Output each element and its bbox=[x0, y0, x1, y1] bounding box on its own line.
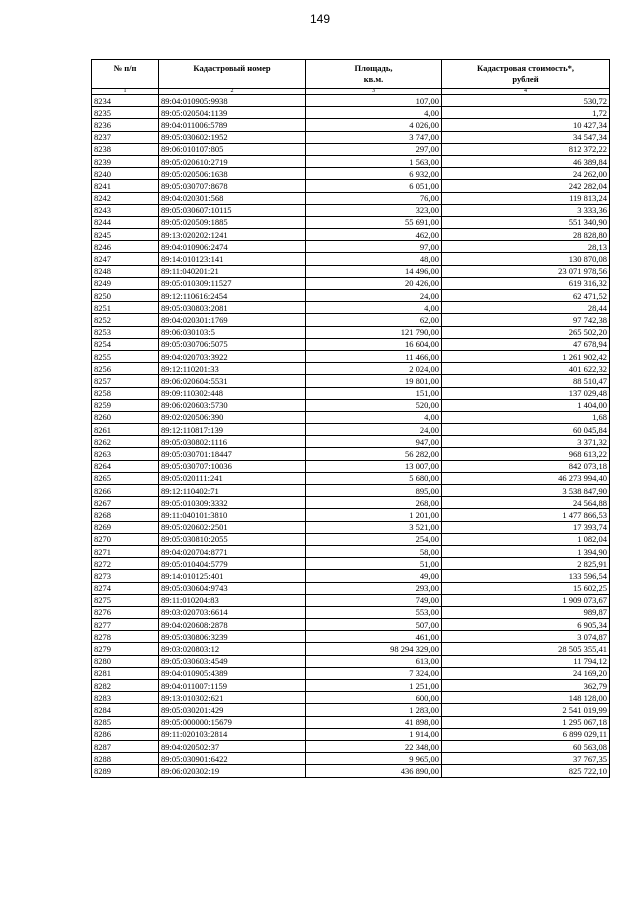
header-cost-line1: Кадастровая стоимость*, bbox=[477, 63, 574, 73]
row-number: 8238 bbox=[92, 143, 159, 155]
row-number: 8239 bbox=[92, 155, 159, 167]
area-value: 461,00 bbox=[306, 631, 442, 643]
cadastral-cost: 137 029,48 bbox=[442, 387, 610, 399]
row-number: 8285 bbox=[92, 716, 159, 728]
row-number: 8264 bbox=[92, 460, 159, 472]
area-value: 51,00 bbox=[306, 558, 442, 570]
row-number: 8255 bbox=[92, 350, 159, 362]
area-value: 76,00 bbox=[306, 192, 442, 204]
cadastral-number: 89:05:030707:10036 bbox=[159, 460, 306, 472]
cadastral-cost: 10 427,34 bbox=[442, 119, 610, 131]
cadastral-number: 89:05:030806:3239 bbox=[159, 631, 306, 643]
cadastral-number: 89:06:020604:5531 bbox=[159, 375, 306, 387]
table-row bbox=[92, 253, 610, 265]
header-area-line1: Площадь, bbox=[354, 63, 393, 73]
table-row bbox=[92, 265, 610, 277]
cadastral-number: 89:04:020502:37 bbox=[159, 740, 306, 752]
cadastral-cost: 2 825,91 bbox=[442, 558, 610, 570]
header-row bbox=[92, 60, 610, 89]
cadastral-cost: 1,72 bbox=[442, 107, 610, 119]
cadastral-cost: 3 538 847,90 bbox=[442, 485, 610, 497]
area-value: 58,00 bbox=[306, 545, 442, 557]
cadastral-cost: 37 767,35 bbox=[442, 753, 610, 765]
row-number: 8262 bbox=[92, 436, 159, 448]
cadastral-number: 89:05:030607:10115 bbox=[159, 204, 306, 216]
row-number: 8283 bbox=[92, 692, 159, 704]
cadastral-table bbox=[91, 59, 610, 778]
cadastral-cost: 28,44 bbox=[442, 302, 610, 314]
cadastral-cost: 2 541 019,99 bbox=[442, 704, 610, 716]
area-value: 49,00 bbox=[306, 570, 442, 582]
cadastral-cost: 17 393,74 bbox=[442, 521, 610, 533]
table-row bbox=[92, 229, 610, 241]
cadastral-number: 89:13:020202:1241 bbox=[159, 229, 306, 241]
table-row bbox=[92, 655, 610, 667]
cadastral-number: 89:04:010906:2474 bbox=[159, 241, 306, 253]
area-value: 520,00 bbox=[306, 399, 442, 411]
area-value: 4,00 bbox=[306, 302, 442, 314]
cadastral-number: 89:05:030201:429 bbox=[159, 704, 306, 716]
cadastral-cost: 133 596,54 bbox=[442, 570, 610, 582]
row-number: 8244 bbox=[92, 216, 159, 228]
area-value: 895,00 bbox=[306, 485, 442, 497]
table-row bbox=[92, 216, 610, 228]
cadastral-number: 89:05:030707:8678 bbox=[159, 180, 306, 192]
cadastral-cost: 130 870,08 bbox=[442, 253, 610, 265]
cadastral-cost: 242 282,04 bbox=[442, 180, 610, 192]
row-number: 8282 bbox=[92, 680, 159, 692]
cadastral-cost: 401 622,32 bbox=[442, 363, 610, 375]
table-row bbox=[92, 411, 610, 423]
cadastral-number: 89:04:020703:3922 bbox=[159, 350, 306, 362]
row-number: 8235 bbox=[92, 107, 159, 119]
cadastral-cost: 24 169,20 bbox=[442, 667, 610, 679]
table-row bbox=[92, 168, 610, 180]
area-value: 507,00 bbox=[306, 619, 442, 631]
cadastral-number: 89:05:030810:2055 bbox=[159, 533, 306, 545]
row-number: 8249 bbox=[92, 277, 159, 289]
cadastral-cost: 3 074,87 bbox=[442, 631, 610, 643]
row-number: 8269 bbox=[92, 521, 159, 533]
cadastral-number: 89:11:040201:21 bbox=[159, 265, 306, 277]
cadastral-cost: 6 899 029,11 bbox=[442, 728, 610, 740]
cadastral-number: 89:11:020103:2814 bbox=[159, 728, 306, 740]
area-value: 98 294 329,00 bbox=[306, 643, 442, 655]
table-row bbox=[92, 765, 610, 777]
area-value: 436 890,00 bbox=[306, 765, 442, 777]
row-number: 8241 bbox=[92, 180, 159, 192]
row-number: 8256 bbox=[92, 363, 159, 375]
table-row bbox=[92, 716, 610, 728]
area-value: 323,00 bbox=[306, 204, 442, 216]
cadastral-cost: 15 602,25 bbox=[442, 582, 610, 594]
row-number: 8237 bbox=[92, 131, 159, 143]
table-row bbox=[92, 387, 610, 399]
row-number: 8260 bbox=[92, 411, 159, 423]
cadastral-number: 89:05:030901:6422 bbox=[159, 753, 306, 765]
table-row bbox=[92, 728, 610, 740]
column-number: 1 bbox=[92, 89, 159, 95]
area-value: 97,00 bbox=[306, 241, 442, 253]
table-row bbox=[92, 521, 610, 533]
table-row bbox=[92, 95, 610, 107]
header-number-label: № п/п bbox=[113, 63, 137, 73]
cadastral-number: 89:04:011007:1159 bbox=[159, 680, 306, 692]
area-value: 48,00 bbox=[306, 253, 442, 265]
row-number: 8248 bbox=[92, 265, 159, 277]
cadastral-number: 89:06:010107:805 bbox=[159, 143, 306, 155]
cadastral-cost: 62 471,52 bbox=[442, 290, 610, 302]
area-value: 254,00 bbox=[306, 533, 442, 545]
table-row bbox=[92, 424, 610, 436]
area-value: 1 563,00 bbox=[306, 155, 442, 167]
cadastral-cost: 60 563,08 bbox=[442, 740, 610, 752]
table-row bbox=[92, 326, 610, 338]
cadastral-cost: 842 073,18 bbox=[442, 460, 610, 472]
area-value: 4 026,00 bbox=[306, 119, 442, 131]
row-number: 8259 bbox=[92, 399, 159, 411]
cadastral-number: 89:12:110201:33 bbox=[159, 363, 306, 375]
cadastral-number: 89:05:020111:241 bbox=[159, 472, 306, 484]
cadastral-number: 89:05:020509:1885 bbox=[159, 216, 306, 228]
row-number: 8254 bbox=[92, 338, 159, 350]
area-value: 4,00 bbox=[306, 107, 442, 119]
cadastral-number: 89:04:020301:1769 bbox=[159, 314, 306, 326]
table-row bbox=[92, 290, 610, 302]
row-number: 8261 bbox=[92, 424, 159, 436]
table-row bbox=[92, 497, 610, 509]
area-value: 20 426,00 bbox=[306, 277, 442, 289]
row-number: 8270 bbox=[92, 533, 159, 545]
page-number: 149 bbox=[309, 12, 331, 26]
area-value: 121 790,00 bbox=[306, 326, 442, 338]
table-body bbox=[92, 95, 610, 778]
cadastral-cost: 47 678,94 bbox=[442, 338, 610, 350]
cadastral-number: 89:09:110302:448 bbox=[159, 387, 306, 399]
table-row bbox=[92, 631, 610, 643]
table-row bbox=[92, 460, 610, 472]
header-area-line2: кв.м. bbox=[363, 74, 384, 84]
row-number: 8278 bbox=[92, 631, 159, 643]
table-row bbox=[92, 143, 610, 155]
area-value: 16 604,00 bbox=[306, 338, 442, 350]
cadastral-number: 89:05:010309:11527 bbox=[159, 277, 306, 289]
table-row bbox=[92, 155, 610, 167]
cadastral-number: 89:12:110817:139 bbox=[159, 424, 306, 436]
area-value: 462,00 bbox=[306, 229, 442, 241]
cadastral-cost: 46 273 994,40 bbox=[442, 472, 610, 484]
row-number: 8253 bbox=[92, 326, 159, 338]
cadastral-number: 89:05:020602:2501 bbox=[159, 521, 306, 533]
table-header bbox=[92, 60, 610, 95]
cadastral-number: 89:12:110616:2454 bbox=[159, 290, 306, 302]
cadastral-number: 89:14:010125:401 bbox=[159, 570, 306, 582]
area-value: 3 747,00 bbox=[306, 131, 442, 143]
row-number: 8251 bbox=[92, 302, 159, 314]
cadastral-cost: 265 502,20 bbox=[442, 326, 610, 338]
cadastral-number: 89:05:030701:18447 bbox=[159, 448, 306, 460]
cadastral-number: 89:05:020504:1139 bbox=[159, 107, 306, 119]
row-number: 8268 bbox=[92, 509, 159, 521]
cadastral-cost: 1,68 bbox=[442, 411, 610, 423]
table-row bbox=[92, 302, 610, 314]
cadastral-number: 89:05:010309:3332 bbox=[159, 497, 306, 509]
table-row bbox=[92, 582, 610, 594]
row-number: 8287 bbox=[92, 740, 159, 752]
row-number: 8288 bbox=[92, 753, 159, 765]
area-value: 4,00 bbox=[306, 411, 442, 423]
area-value: 6 051,00 bbox=[306, 180, 442, 192]
cadastral-number: 89:05:030604:9743 bbox=[159, 582, 306, 594]
table-row bbox=[92, 277, 610, 289]
column-number: 3 bbox=[306, 89, 442, 95]
cadastral-cost: 24 262,00 bbox=[442, 168, 610, 180]
table-row bbox=[92, 558, 610, 570]
row-number: 8243 bbox=[92, 204, 159, 216]
row-number: 8246 bbox=[92, 241, 159, 253]
table-row bbox=[92, 314, 610, 326]
cadastral-number: 89:14:010123:141 bbox=[159, 253, 306, 265]
table-row bbox=[92, 375, 610, 387]
row-number: 8258 bbox=[92, 387, 159, 399]
cadastral-cost: 825 722,10 bbox=[442, 765, 610, 777]
cadastral-cost: 1 404,00 bbox=[442, 399, 610, 411]
table-row bbox=[92, 606, 610, 618]
table-row bbox=[92, 740, 610, 752]
table-row bbox=[92, 241, 610, 253]
cadastral-cost: 97 742,38 bbox=[442, 314, 610, 326]
row-number: 8273 bbox=[92, 570, 159, 582]
cadastral-cost: 28 828,80 bbox=[442, 229, 610, 241]
cadastral-number: 89:04:020608:2878 bbox=[159, 619, 306, 631]
area-value: 14 496,00 bbox=[306, 265, 442, 277]
row-number: 8257 bbox=[92, 375, 159, 387]
area-value: 24,00 bbox=[306, 424, 442, 436]
cadastral-number: 89:03:020803:12 bbox=[159, 643, 306, 655]
header-number bbox=[92, 60, 159, 89]
table-row bbox=[92, 619, 610, 631]
table-row bbox=[92, 485, 610, 497]
column-number: 2 bbox=[159, 89, 306, 95]
area-value: 2 024,00 bbox=[306, 363, 442, 375]
cadastral-cost: 968 613,22 bbox=[442, 448, 610, 460]
area-value: 268,00 bbox=[306, 497, 442, 509]
row-number: 8277 bbox=[92, 619, 159, 631]
table-row bbox=[92, 338, 610, 350]
cadastral-cost: 60 045,84 bbox=[442, 424, 610, 436]
row-number: 8252 bbox=[92, 314, 159, 326]
row-number: 8242 bbox=[92, 192, 159, 204]
cadastral-cost: 46 389,84 bbox=[442, 155, 610, 167]
area-value: 5 680,00 bbox=[306, 472, 442, 484]
row-number: 8272 bbox=[92, 558, 159, 570]
row-number: 8265 bbox=[92, 472, 159, 484]
area-value: 7 324,00 bbox=[306, 667, 442, 679]
area-value: 1 914,00 bbox=[306, 728, 442, 740]
row-number: 8240 bbox=[92, 168, 159, 180]
cadastral-number: 89:02:020506:390 bbox=[159, 411, 306, 423]
cadastral-number: 89:05:000000:15679 bbox=[159, 716, 306, 728]
area-value: 6 932,00 bbox=[306, 168, 442, 180]
area-value: 11 466,00 bbox=[306, 350, 442, 362]
cadastral-cost: 3 333,36 bbox=[442, 204, 610, 216]
row-number: 8234 bbox=[92, 95, 159, 107]
area-value: 22 348,00 bbox=[306, 740, 442, 752]
cadastral-cost: 24 564,88 bbox=[442, 497, 610, 509]
header-cost-line2: рублей bbox=[512, 74, 539, 84]
cadastral-cost: 619 316,32 bbox=[442, 277, 610, 289]
cadastral-number: 89:06:020603:5730 bbox=[159, 399, 306, 411]
cadastral-number: 89:05:020610:2719 bbox=[159, 155, 306, 167]
cadastral-cost: 551 340,90 bbox=[442, 216, 610, 228]
header-area bbox=[306, 60, 442, 89]
cadastral-number: 89:11:010204:83 bbox=[159, 594, 306, 606]
cadastral-number: 89:06:020302:19 bbox=[159, 765, 306, 777]
table-row bbox=[92, 399, 610, 411]
cadastral-number: 89:11:040101:3810 bbox=[159, 509, 306, 521]
area-value: 1 251,00 bbox=[306, 680, 442, 692]
cadastral-cost: 1 261 902,42 bbox=[442, 350, 610, 362]
cadastral-number: 89:03:020703:6614 bbox=[159, 606, 306, 618]
area-value: 947,00 bbox=[306, 436, 442, 448]
area-value: 151,00 bbox=[306, 387, 442, 399]
row-number: 8266 bbox=[92, 485, 159, 497]
cadastral-cost: 34 547,34 bbox=[442, 131, 610, 143]
cadastral-number: 89:05:030706:5075 bbox=[159, 338, 306, 350]
area-value: 600,00 bbox=[306, 692, 442, 704]
table-row bbox=[92, 107, 610, 119]
row-number: 8236 bbox=[92, 119, 159, 131]
row-number: 8245 bbox=[92, 229, 159, 241]
area-value: 41 898,00 bbox=[306, 716, 442, 728]
table-row bbox=[92, 667, 610, 679]
row-number: 8279 bbox=[92, 643, 159, 655]
area-value: 55 691,00 bbox=[306, 216, 442, 228]
row-number: 8274 bbox=[92, 582, 159, 594]
column-number: 4 bbox=[442, 89, 610, 95]
table-row bbox=[92, 643, 610, 655]
table-row bbox=[92, 192, 610, 204]
cadastral-cost: 1 295 067,18 bbox=[442, 716, 610, 728]
header-cadastral-number bbox=[159, 60, 306, 89]
cadastral-number: 89:05:030803:2081 bbox=[159, 302, 306, 314]
table-row bbox=[92, 594, 610, 606]
area-value: 1 201,00 bbox=[306, 509, 442, 521]
area-value: 13 007,00 bbox=[306, 460, 442, 472]
table-row bbox=[92, 436, 610, 448]
table-row bbox=[92, 753, 610, 765]
cadastral-number: 89:04:020301:568 bbox=[159, 192, 306, 204]
row-number: 8284 bbox=[92, 704, 159, 716]
cadastral-cost: 11 794,12 bbox=[442, 655, 610, 667]
table-row bbox=[92, 131, 610, 143]
cadastral-cost: 6 905,34 bbox=[442, 619, 610, 631]
cadastral-cost: 1 082,04 bbox=[442, 533, 610, 545]
header-cadastral-label: Кадастровый номер bbox=[193, 63, 271, 73]
row-number: 8250 bbox=[92, 290, 159, 302]
table-row bbox=[92, 533, 610, 545]
cadastral-cost: 28 505 355,41 bbox=[442, 643, 610, 655]
row-number: 8267 bbox=[92, 497, 159, 509]
row-number: 8281 bbox=[92, 667, 159, 679]
cadastral-number: 89:04:010905:4389 bbox=[159, 667, 306, 679]
area-value: 24,00 bbox=[306, 290, 442, 302]
area-value: 107,00 bbox=[306, 95, 442, 107]
row-number: 8275 bbox=[92, 594, 159, 606]
table-row bbox=[92, 570, 610, 582]
cadastral-cost: 3 371,32 bbox=[442, 436, 610, 448]
area-value: 749,00 bbox=[306, 594, 442, 606]
table-row bbox=[92, 692, 610, 704]
cadastral-number: 89:04:010905:9938 bbox=[159, 95, 306, 107]
table-row bbox=[92, 472, 610, 484]
cadastral-cost: 1 477 866,53 bbox=[442, 509, 610, 521]
area-value: 3 521,00 bbox=[306, 521, 442, 533]
area-value: 9 965,00 bbox=[306, 753, 442, 765]
area-value: 613,00 bbox=[306, 655, 442, 667]
area-value: 297,00 bbox=[306, 143, 442, 155]
table-row bbox=[92, 350, 610, 362]
area-value: 553,00 bbox=[306, 606, 442, 618]
area-value: 1 283,00 bbox=[306, 704, 442, 716]
cadastral-cost: 1 394,90 bbox=[442, 545, 610, 557]
table-row bbox=[92, 680, 610, 692]
header-cadastral-cost bbox=[442, 60, 610, 89]
cadastral-number: 89:13:010302:621 bbox=[159, 692, 306, 704]
area-value: 293,00 bbox=[306, 582, 442, 594]
table-row bbox=[92, 509, 610, 521]
table-row bbox=[92, 545, 610, 557]
row-number: 8289 bbox=[92, 765, 159, 777]
row-number: 8276 bbox=[92, 606, 159, 618]
cadastral-cost: 148 128,00 bbox=[442, 692, 610, 704]
cadastral-cost: 88 510,47 bbox=[442, 375, 610, 387]
table-row bbox=[92, 119, 610, 131]
cadastral-number: 89:05:020506:1638 bbox=[159, 168, 306, 180]
row-number: 8263 bbox=[92, 448, 159, 460]
table-row bbox=[92, 180, 610, 192]
cadastral-number: 89:05:030603:4549 bbox=[159, 655, 306, 667]
table-row bbox=[92, 704, 610, 716]
table-row bbox=[92, 363, 610, 375]
cadastral-number: 89:06:030103:5 bbox=[159, 326, 306, 338]
cadastral-cost: 23 071 978,56 bbox=[442, 265, 610, 277]
cadastral-cost: 812 372,22 bbox=[442, 143, 610, 155]
row-number: 8247 bbox=[92, 253, 159, 265]
area-value: 19 801,00 bbox=[306, 375, 442, 387]
row-number: 8280 bbox=[92, 655, 159, 667]
row-number: 8286 bbox=[92, 728, 159, 740]
cadastral-cost: 989,87 bbox=[442, 606, 610, 618]
area-value: 56 282,00 bbox=[306, 448, 442, 460]
cadastral-number: 89:12:110402:71 bbox=[159, 485, 306, 497]
table-row bbox=[92, 448, 610, 460]
cadastral-number: 89:05:030602:1952 bbox=[159, 131, 306, 143]
row-number: 8271 bbox=[92, 545, 159, 557]
table-row bbox=[92, 204, 610, 216]
cadastral-number: 89:04:011006:5789 bbox=[159, 119, 306, 131]
cadastral-number: 89:05:010404:5779 bbox=[159, 558, 306, 570]
cadastral-cost: 530,72 bbox=[442, 95, 610, 107]
cadastral-number: 89:04:020704:8771 bbox=[159, 545, 306, 557]
area-value: 62,00 bbox=[306, 314, 442, 326]
cadastral-cost: 28,13 bbox=[442, 241, 610, 253]
cadastral-cost: 119 813,24 bbox=[442, 192, 610, 204]
cadastral-cost: 362,79 bbox=[442, 680, 610, 692]
cadastral-cost: 1 909 073,67 bbox=[442, 594, 610, 606]
cadastral-number: 89:05:030802:1116 bbox=[159, 436, 306, 448]
